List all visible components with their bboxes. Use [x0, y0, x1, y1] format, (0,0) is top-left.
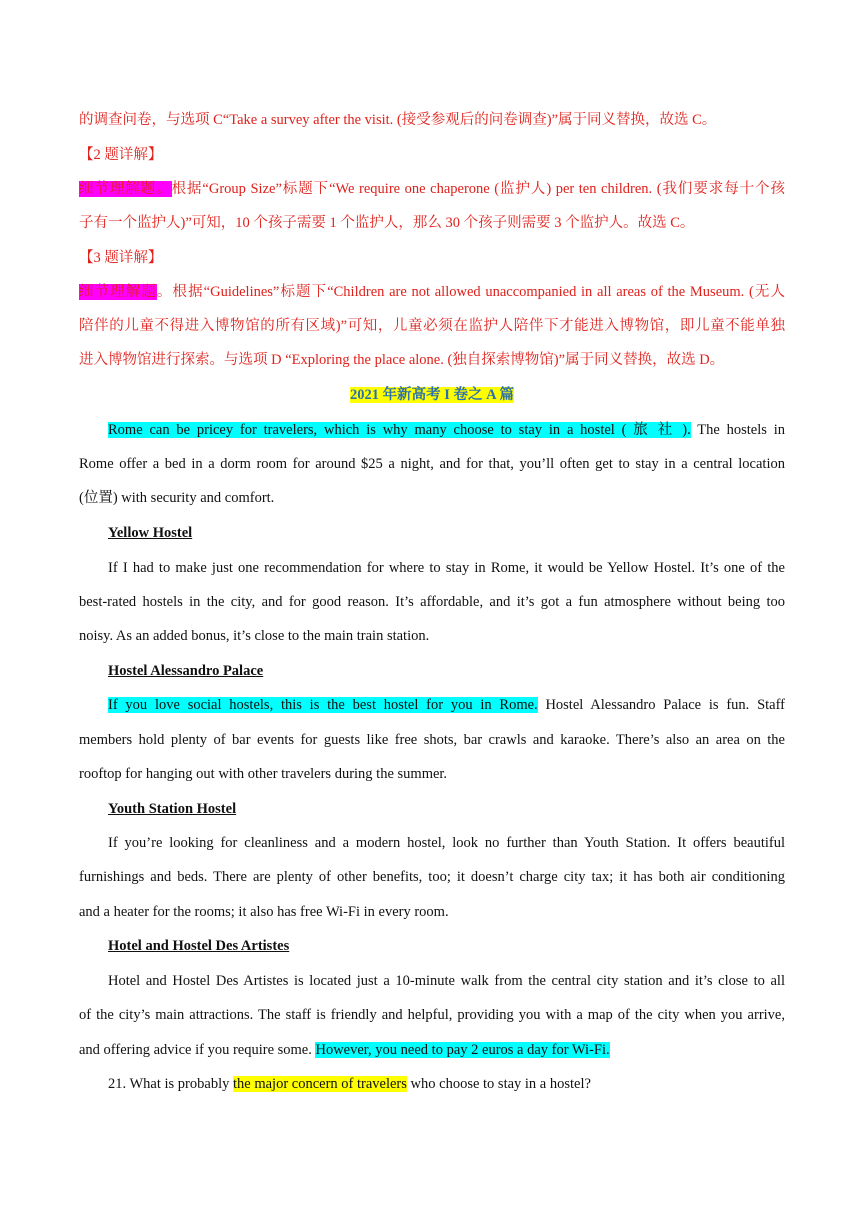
q3-line-1-text: 。根据“Guidelines”标题下“Children are not allowed unaccompanied in all areas of the Museum. (无人 — [156, 284, 785, 300]
q3-line-3: 进入博物馆进行探索。与选项 D “Exploring the place alone. (独自探索博物馆)”属于同义替换，故选 D。 — [79, 352, 725, 368]
alessandro-line-1 — [108, 694, 785, 716]
des-artistes-line-1: Hotel and Hostel Des Artistes is located just a 10-minute walk from the central city station and it’s close to all — [108, 973, 785, 989]
q2-line-1 — [79, 178, 785, 200]
intro-line-1-rest: The hostels in — [690, 422, 785, 438]
q3-tag: 细节理解题 — [79, 284, 157, 300]
question-21 — [108, 1073, 785, 1095]
q2-tag: 细节理解题。 — [79, 181, 172, 197]
intro-line-1 — [108, 419, 785, 441]
des-artistes-heading: Hotel and Hostel Des Artistes — [108, 938, 290, 954]
intro-line-3: (位置) with security and comfort. — [79, 490, 275, 506]
yellow-hostel-line-3: noisy. As an added bonus, it’s close to the main train station. — [79, 628, 430, 644]
des-artistes-line-3 — [79, 1039, 785, 1061]
question-21-highlight: the major concern of travelers — [232, 1076, 407, 1092]
alessandro-line-1-rest: Hostel Alessandro Palace is fun. Staff — [537, 697, 785, 713]
yellow-hostel-line-2: best-rated hostels in the city, and for good reason. It’s affordable, and it’s got a fun atmosphere without being too — [79, 594, 785, 610]
intro-highlight: Rome can be pricey for travelers, which is why many choose to stay in a hostel ( 旅 社 ). — [108, 422, 691, 438]
yellow-hostel-line-1: If I had to make just one recommendation for where to stay in Rome, it would be Yellow Hostel. It’s one of the — [108, 560, 785, 576]
des-artistes-line-2: of the city’s main attractions. The staff is friendly and helpful, providing you with a map of the city when you arrive, — [79, 1007, 785, 1023]
q3-header: 【3 题详解】 — [79, 250, 163, 266]
question-21-post: who choose to stay in a hostel? — [406, 1076, 591, 1092]
q3-line-1 — [79, 281, 785, 303]
section-title — [79, 384, 785, 406]
q2-header: 【2 题详解】 — [79, 147, 163, 163]
q3-line-2: 陪伴的儿童不得进入博物馆的所有区域)”可知，儿童必须在监护人陪伴下才能进入博物馆，即儿童不能单独 — [79, 318, 785, 334]
answer-line-1: 的调查问卷，与选项 C“Take a survey after the visit. (接受参观后的问卷调查)”属于同义替换，故选 C。 — [79, 112, 717, 128]
youth-station-heading: Youth Station Hostel — [108, 801, 237, 817]
question-21-pre: 21. What is probably — [108, 1076, 233, 1092]
alessandro-heading: Hostel Alessandro Palace — [108, 663, 264, 679]
section-title-text: 2021 年新高考 I 卷之 A 篇 — [350, 387, 514, 403]
intro-line-2: Rome offer a bed in a dorm room for around $25 a night, and for that, you’ll often get to stay in a central location — [79, 456, 785, 472]
q2-line-2: 子有一个监护人)”可知，10 个孩子需要 1 个监护人，那么 30 个孩子则需要 3 个监护人。故选 C。 — [79, 215, 695, 231]
alessandro-line-3: rooftop for hanging out with other travelers during the summer. — [79, 766, 448, 782]
youth-station-line-1: If you’re looking for cleanliness and a modern hostel, look no further than Youth Station. It offers beautiful — [108, 835, 785, 851]
youth-station-line-3: and a heater for the rooms; it also has free Wi-Fi in every room. — [79, 904, 449, 920]
youth-station-line-2: furnishings and beds. There are plenty of other benefits, too; it doesn’t charge city tax; it has both air conditioning — [79, 869, 785, 885]
q2-line-1-text: 根据“Group Size”标题下“We require one chaperone (监护人) per ten children. (我们要求每十个孩 — [171, 181, 785, 197]
alessandro-highlight: If you love social hostels, this is the best hostel for you in Rome. — [108, 697, 538, 713]
alessandro-line-2: members hold plenty of bar events for guests like free shots, bar crawls and karaoke. There’s also an area on the — [79, 732, 785, 748]
des-artistes-line-3-pre: and offering advice if you require some. — [79, 1042, 316, 1058]
yellow-hostel-heading: Yellow Hostel — [108, 525, 193, 541]
des-artistes-highlight: However, you need to pay 2 euros a day for Wi-Fi. — [315, 1042, 610, 1058]
